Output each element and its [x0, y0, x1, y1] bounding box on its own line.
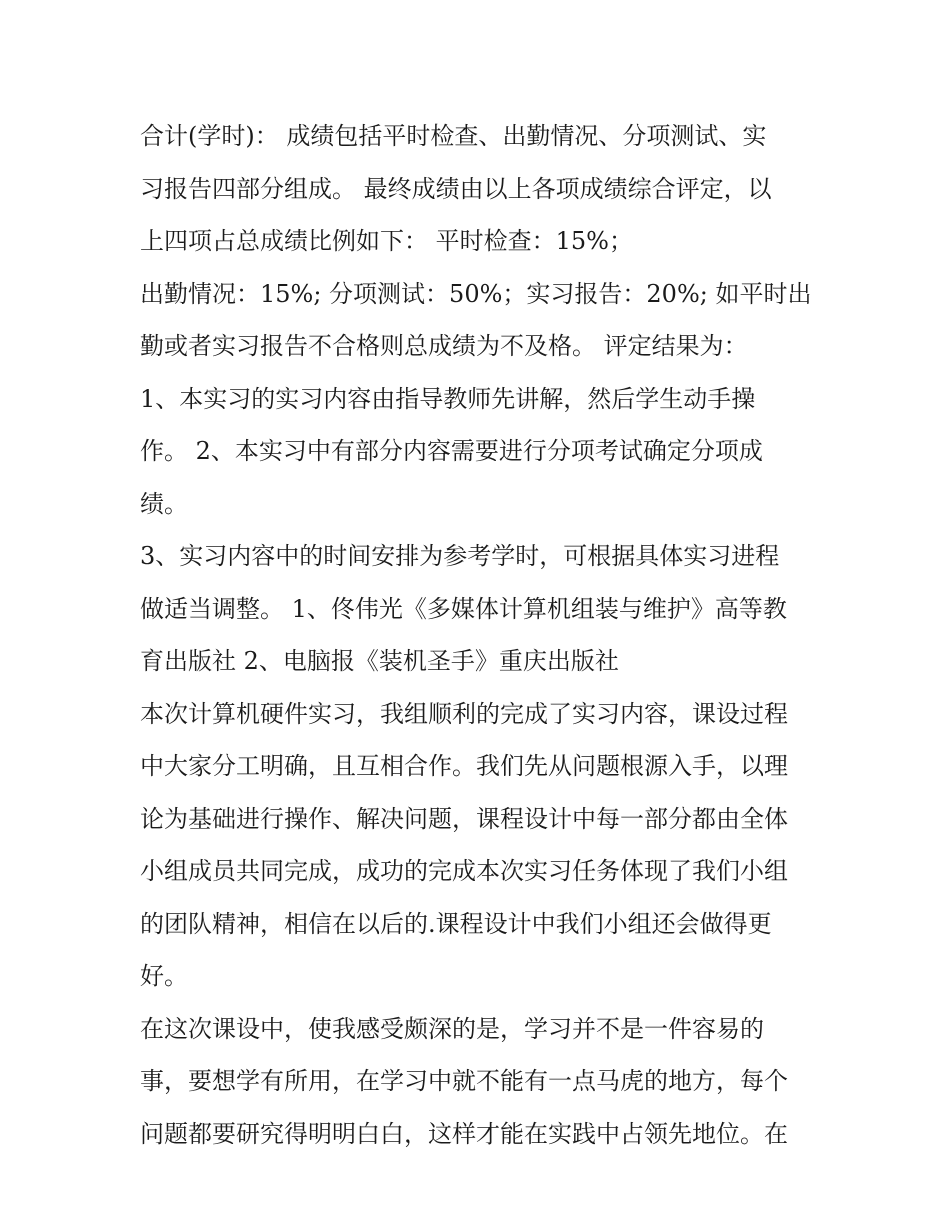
text-line: 论为基础进行操作、解决问题，课程设计中每一部分都由全体: [140, 804, 788, 833]
text-line: 在这次课设中，使我感受颇深的是，学习并不是一件容易的: [140, 1014, 764, 1043]
text-line: 本次计算机硬件实习，我组顺利的完成了实习内容，课设过程: [140, 699, 788, 728]
text-line: 勤或者实习报告不合格则总成绩为不及格。 评定结果为：: [140, 332, 748, 360]
text-line: 出勤情况：15%; 分项测试：50%；实习报告：20%; 如平时出: [140, 279, 812, 308]
text-line: 习报告四部分组成。 最终成绩由以上各项成绩综合评定，以: [140, 174, 772, 203]
text-line: 的团队精神，相信在以后的.课程设计中我们小组还会做得更: [140, 909, 772, 938]
text-line: 育出版社 2、电脑报《装机圣手》重庆出版社: [140, 647, 619, 675]
text-line: 3、实习内容中的时间安排为参考学时，可根据具体实习进程: [140, 542, 780, 570]
text-line: 1、本实习的实习内容由指导教师先讲解，然后学生动手操: [140, 384, 756, 413]
text-line: 合计(学时)： 成绩包括平时检查、出勤情况、分项测试、实: [140, 122, 767, 150]
text-line: 小组成员共同完成，成功的完成本次实习任务体现了我们小组: [140, 857, 788, 885]
text-line: 好。: [140, 962, 188, 990]
text-line: 做适当调整。 1、佟伟光《多媒体计算机组装与维护》高等教: [140, 594, 787, 623]
text-line: 绩。: [140, 489, 188, 518]
text-line: 作。 2、本实习中有部分内容需要进行分项考试确定分项成: [140, 437, 763, 465]
document-body: [140, 110, 830, 1160]
text-line: 上四项占总成绩比例如下： 平时检查：15%；: [140, 227, 633, 255]
text-line: 中大家分工明确，且互相合作。我们先从问题根源入手，以理: [140, 752, 788, 780]
text-line: 问题都要研究得明明白白，这样才能在实践中占领先地位。在: [140, 1119, 788, 1148]
text-line: 事，要想学有所用，在学习中就不能有一点马虎的地方，每个: [140, 1067, 788, 1095]
